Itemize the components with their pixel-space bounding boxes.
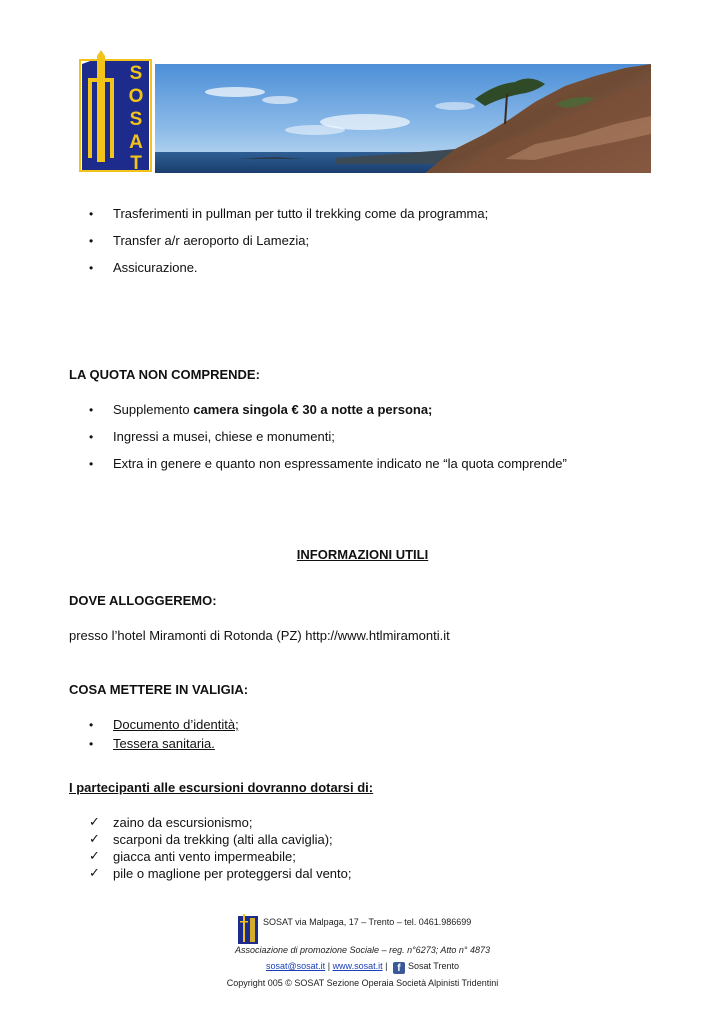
list-item-text: pile o maglione per proteggersi dal vento;	[113, 866, 352, 881]
separator: |	[385, 961, 388, 971]
checkmark-icon: ✓	[89, 848, 100, 863]
list-item-text: Trasferimenti in pullman per tutto il trekking come da programma;	[113, 206, 489, 221]
supplement-bold: camera singola € 30 a notte a persona;	[193, 402, 433, 417]
lodging-heading: DOVE ALLOGGEREMO:	[69, 593, 217, 608]
list-item-text: Ingressi a musei, chiese e monumenti;	[113, 429, 335, 444]
footer-links	[0, 961, 725, 974]
svg-text:O: O	[128, 86, 144, 107]
luggage-list	[0, 717, 725, 755]
checkmark-icon: ✓	[89, 865, 100, 880]
equipment-list	[0, 815, 725, 883]
bullet-icon: •	[89, 403, 94, 417]
list-item-text	[113, 402, 432, 418]
svg-text:A: A	[129, 132, 143, 153]
footer-address: SOSAT via Malpaga, 17 – Trento – tel. 0461.986699	[263, 917, 472, 927]
svg-text:S: S	[129, 63, 143, 84]
list-item	[0, 206, 725, 233]
not-included-heading: LA QUOTA NON COMPRENDE:	[69, 367, 260, 382]
list-item-text: Tessera sanitaria.	[113, 736, 215, 751]
list-item-text: Extra in genere e quanto non espressamente indicato ne “la quota comprende”	[113, 456, 567, 471]
svg-text:T: T	[130, 153, 142, 172]
bullet-icon: •	[89, 737, 94, 751]
email-link[interactable]: sosat@sosat.it	[266, 961, 326, 971]
website-link[interactable]: www.sosat.it	[332, 961, 383, 971]
list-item-text: giacca anti vento impermeabile;	[113, 849, 296, 864]
list-item-text: Documento d’identità;	[113, 717, 239, 732]
equipment-heading: I partecipanti alle escursioni dovranno dotarsi di:	[69, 780, 374, 795]
separator: |	[327, 961, 331, 971]
checkmark-icon: ✓	[89, 831, 100, 846]
list-item	[0, 815, 725, 832]
lodging-text: presso l’hotel Miramonti di Rotonda (PZ) http://www.htlmiramonti.it	[69, 628, 450, 643]
not-included-list	[0, 402, 725, 483]
included-list	[0, 206, 725, 287]
supplement-prefix: Supplemento	[113, 402, 194, 417]
list-item	[0, 736, 725, 755]
list-item	[0, 866, 725, 883]
bullet-icon: •	[89, 430, 94, 444]
list-item-text: scarponi da trekking (alti alla caviglia);	[113, 832, 333, 847]
list-item-text: Assicurazione.	[113, 260, 198, 275]
facebook-icon[interactable]: f	[393, 962, 405, 974]
footer-association: Associazione di promozione Sociale – reg. n°6273; Atto n° 4873	[234, 945, 491, 955]
bullet-icon: •	[89, 261, 94, 275]
svg-text:S: S	[129, 109, 143, 130]
checkmark-icon: ✓	[89, 814, 100, 829]
coast-banner-photo	[155, 64, 651, 173]
footer-logo	[238, 914, 258, 944]
list-item-text: zaino da escursionismo;	[113, 815, 253, 830]
list-item	[0, 456, 725, 483]
list-item	[0, 402, 725, 429]
sosat-logo	[79, 50, 152, 172]
bullet-icon: •	[89, 207, 94, 221]
list-item	[0, 233, 725, 260]
bullet-icon: •	[89, 457, 94, 471]
list-item	[0, 717, 725, 736]
bullet-icon: •	[89, 234, 94, 248]
luggage-heading: COSA METTERE IN VALIGIA:	[69, 682, 249, 697]
info-heading: INFORMAZIONI UTILI	[296, 547, 429, 562]
list-item-text: Transfer a/r aeroporto di Lamezia;	[113, 233, 310, 248]
list-item	[0, 849, 725, 866]
footer-copyright: Copyright 005 © SOSAT Sezione Operaia Società Alpinisti Tridentini	[226, 978, 499, 988]
facebook-link[interactable]: Sosat Trento	[407, 961, 459, 971]
list-item	[0, 832, 725, 849]
list-item	[0, 429, 725, 456]
list-item	[0, 260, 725, 287]
bullet-icon: •	[89, 718, 94, 732]
